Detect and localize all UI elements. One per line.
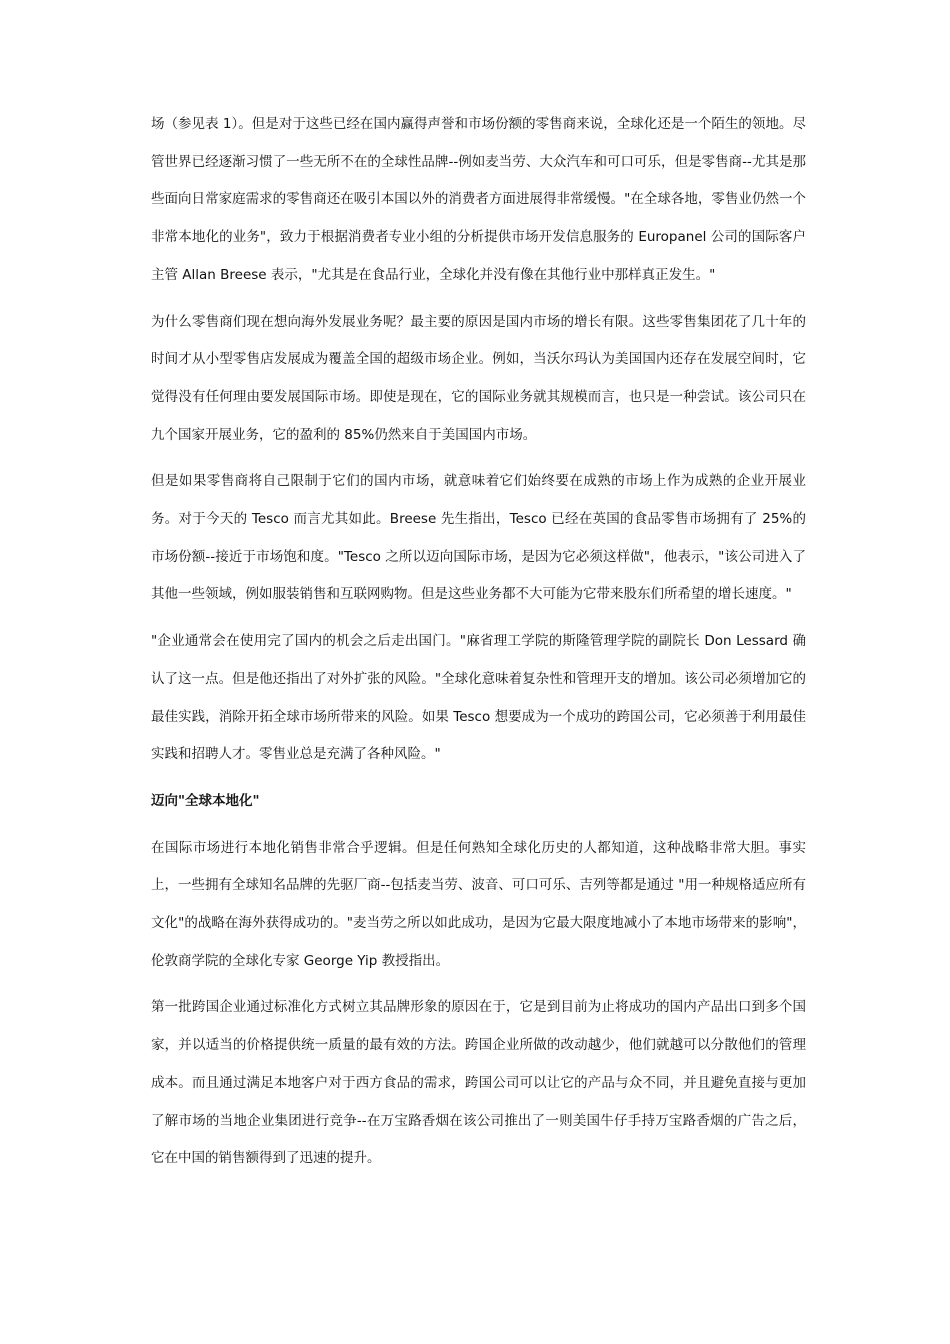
- document-body: [151, 106, 806, 1187]
- paragraph-overseas-reasons: 为什么零售商们现在想向海外发展业务呢？最主要的原因是国内市场的增长有限。这些零售集团花了几十年的时间才从小型零售店发展成为覆盖全国的超级市场企业。例如，当沃尔玛认为美国国内还存在发展空间时，它觉得没有任何理由要发展国际市场。即使是现在，它的国际业务就其规模而言，也只是一种尝试。该公司只在九个国家开展业务，它的盈利的 85%仍然来自于美国国内市场。: [151, 313, 806, 443]
- paragraph-globalization-intro: 场（参见表 1）。但是对于这些已经在国内赢得声誉和市场份额的零售商来说，全球化还是一个陌生的领地。尽管世界已经逐渐习惯了一些无所不在的全球性品牌--例如麦当劳、大众汽车和可口可乐，但是零售商--尤其是那些面向日常家庭需求的零售商还在吸引本国以外的消费者方面进展得非常缓慢。"在全球各地，零售业仍然一个非常本地化的业务"，致力于根据消费者专业小组的分析提供市场开发信息服务的 Europanel 公司的国际客户主管 Allan Breese 表示，"尤其是在食品行业，全球化并没有像在其他行业中那样真正发生。": [151, 116, 806, 283]
- paragraph-standardization: 第一批跨国企业通过标准化方式树立其品牌形象的原因在于，它是到目前为止将成功的国内产品出口到多个国家，并以适当的价格提供统一质量的最有效的方法。跨国企业所做的改动越少，他们就越可以分散他们的管理成本。而且通过满足本地客户对于西方食品的需求，跨国公司可以让它的产品与众不同，并且避免直接与更加了解市场的当地企业集团进行竞争--在万宝路香烟在该公司推出了一则美国牛仔手持万宝路香烟的广告之后，它在中国的销售额得到了迅速的提升。: [151, 999, 806, 1167]
- section-heading-glocalization: 迈向"全球本地化": [151, 792, 260, 809]
- paragraph-tesco-domestic: 但是如果零售商将自己限制于它们的国内市场，就意味着它们始终要在成熟的市场上作为成熟的企业开展业务。对于今天的 Tesco 而言尤其如此。Breese 先生指出，Tesco 已经在英国的食品零售市场拥有了 25%的市场份额--接近于市场饱和度。"Tesco 之所以迈向国际市场，是因为它必须这样做"，他表示，"该公司进入了其他一些领域，例如服装销售和互联网购物。但是这些业务都不大可能为它带来股东们所希望的增长速度。": [151, 473, 806, 603]
- paragraph-expansion-risk: "企业通常会在使用完了国内的机会之后走出国门。"麻省理工学院的斯隆管理学院的副院长 Don Lessard 确认了这一点。但是他还指出了对外扩张的风险。"全球化意味着复杂性和管理开支的增加。该公司必须增加它的最佳实践，消除开拓全球市场所带来的风险。如果 Tesco 想要成为一个成功的跨国公司，它必须善于利用最佳实践和招聘人才。零售业总是充满了各种风险。": [151, 633, 806, 763]
- paragraph-localization-strategy: 在国际市场进行本地化销售非常合乎逻辑。但是任何熟知全球化历史的人都知道，这种战略非常大胆。事实上，一些拥有全球知名品牌的先驱厂商--包括麦当劳、波音、可口可乐、吉列等都是通过 "用一种规格适应所有文化"的战略在海外获得成功的。"麦当劳之所以如此成功，是因为它最大限度地减小了本地市场带来的影响"， 伦敦商学院的全球化专家 George Yip 教授指出。: [151, 839, 806, 969]
